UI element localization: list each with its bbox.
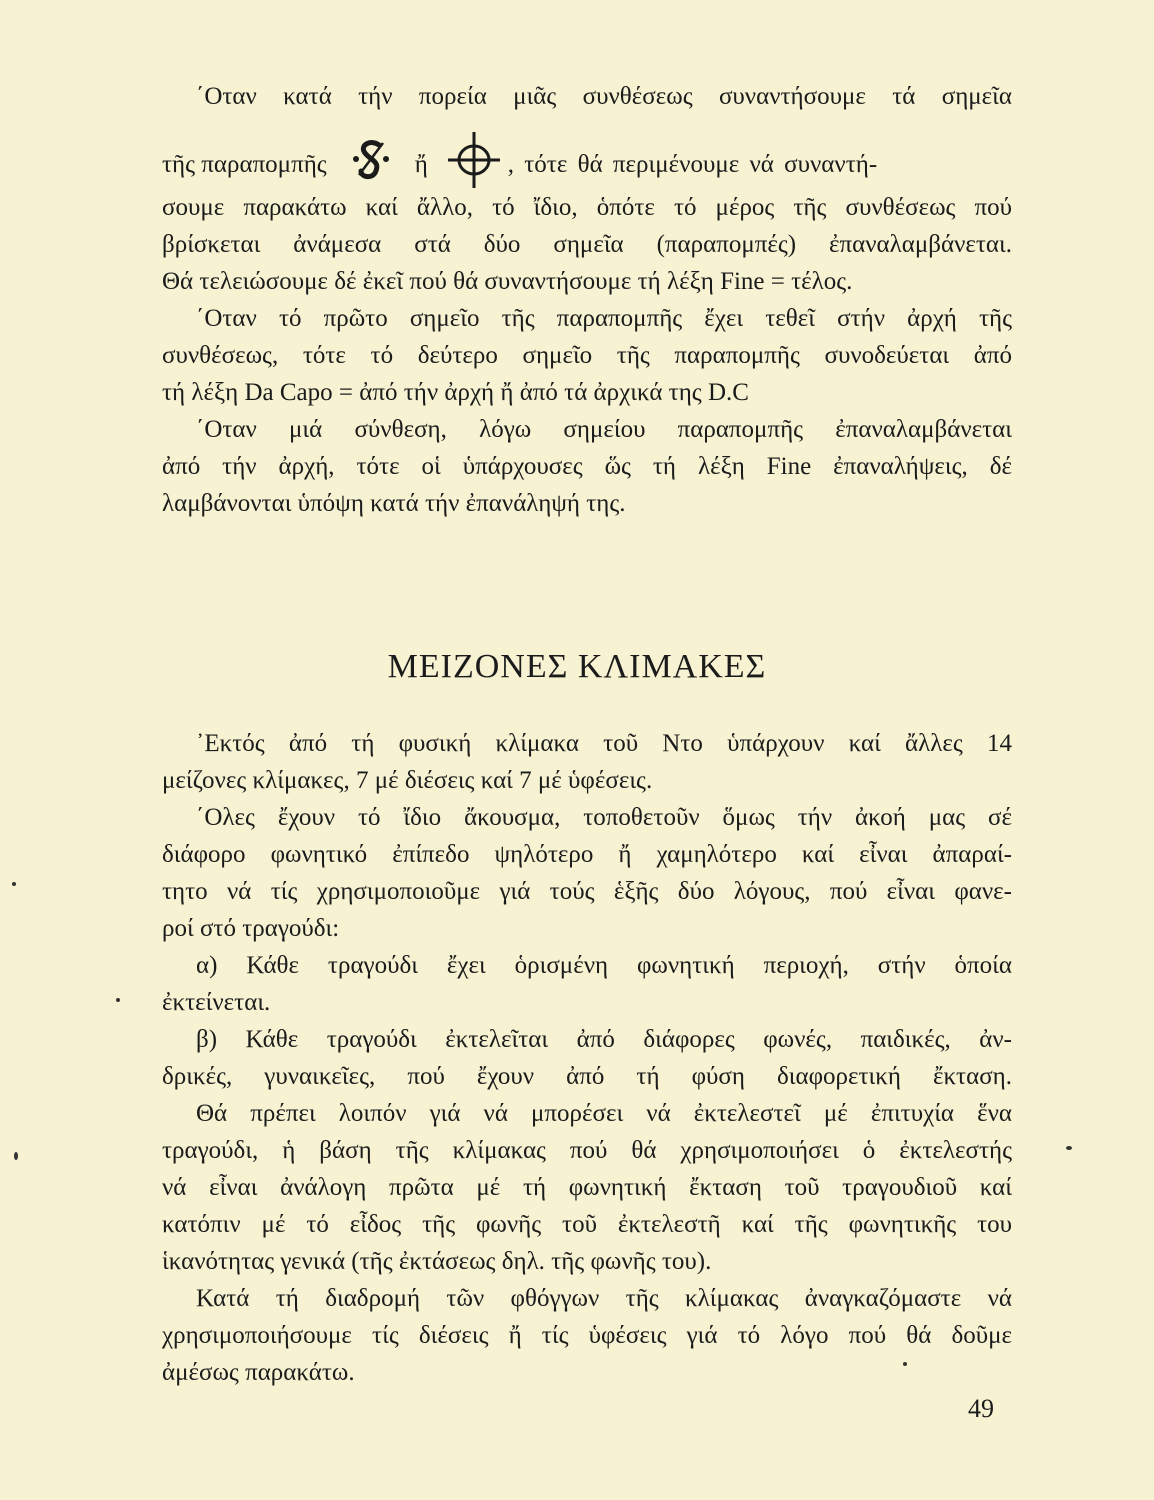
text-line: ΄Ολες ἔχουν τό ἴδιο ἄκουσμα, τοποθετοῦν ὅμως τήν ἀκοή μας σέ [196, 804, 1012, 831]
text-line: ροί στό τραγούδι: [162, 915, 340, 942]
text-line: Θά τελειώσουμε δέ ἐκεῖ πού θά συναντήσουμε τή λέξη Fine = τέλος. [162, 268, 853, 295]
text-line: τητο νά τίς χρησιμοποιοῦμε γιά τούς ἑξῆς δύο λόγους, πού εἶναι φανε- [162, 878, 1012, 905]
text-segment: , τότε θά περιμένουμε νά συναντή- [507, 151, 878, 178]
print-speck [12, 882, 16, 886]
text-line: συνθέσεως, τότε τό δεύτερο σημεῖο τῆς παραπομπῆς συνοδεύεται ἀπό [162, 342, 1012, 369]
text-line: διάφορο φωνητικό ἐπίπεδο ψηλότερο ἤ χαμηλότερο καί εἶναι ἀπαραί- [162, 841, 1012, 868]
text-line: β) Κάθε τραγούδι ἐκτελεῖται ἀπό διάφορες φωνές, παιδικές, ἀν- [196, 1026, 1012, 1053]
text-line: τραγούδι, ἡ βάση τῆς κλίμακας πού θά χρησιμοποιήσει ὁ ἐκτελεστής [162, 1137, 1012, 1164]
text-line: σουμε παρακάτω καί ἄλλο, τό ἴδιο, ὁπότε τό μέρος τῆς συνθέσεως πού [162, 194, 1012, 221]
coda-icon [446, 130, 502, 200]
print-speck [903, 1362, 907, 1366]
print-speck [116, 998, 120, 1002]
text-line: ΄Οταν τό πρῶτο σημεῖο τῆς παραπομπῆς ἔχει τεθεῖ στήν ἀρχή τῆς [196, 305, 1012, 332]
text-segment: ἤ [414, 151, 428, 178]
text-line: τή λέξη Da Capo = ἀπό τήν ἀρχή ἤ ἀπό τά ἀρχικά της D.C [162, 379, 749, 406]
text-line: κατόπιν μέ τό εἶδος τῆς φωνῆς τοῦ ἐκτελεστῆ καί τῆς φωνητικῆς του [162, 1211, 1012, 1238]
text-line: χρησιμοποιήσουμε τίς διέσεις ἤ τίς ὑφέσεις γιά τό λόγο πού θά δοῦμε [162, 1322, 1012, 1349]
text-segment: τῆς παραπομπῆς [162, 151, 327, 178]
text-line: α) Κάθε τραγούδι ἔχει ὁρισμένη φωνητική περιοχή, στήν ὁποία [196, 952, 1012, 979]
text-line: ἀμέσως παρακάτω. [162, 1359, 355, 1386]
text-line: μείζονες κλίμακες, 7 μέ διέσεις καί 7 μέ ὑφέσεις. [162, 767, 653, 794]
text-line: νά εἶναι ἀνάλογη πρῶτα μέ τή φωνητική ἔκταση τοῦ τραγουδιοῦ καί [162, 1174, 1012, 1201]
page-number: 49 [968, 1394, 994, 1423]
text-line: ΄Οταν κατά τήν πορεία μιᾶς συνθέσεως συναντήσουμε τά σημεῖα [196, 83, 1012, 110]
text-line: Θά πρέπει λοιπόν γιά νά μπορέσει νά ἐκτελεστεῖ μέ ἐπιτυχία ἕνα [196, 1100, 1012, 1127]
text-line: βρίσκεται ἀνάμεσα στά δύο σημεῖα (παραπομπές) ἐπαναλαμβάνεται. [162, 231, 1012, 258]
text-line: ᾿Εκτός ἀπό τή φυσική κλίμακα τοῦ Ντο ὑπάρχουν καί ἄλλες 14 [196, 730, 1012, 757]
text-line: ἱκανότητας γενικά (τῆς ἐκτάσεως δηλ. τῆς φωνῆς του). [162, 1248, 712, 1275]
text-line: λαμβάνονται ὑπόψη κατά τήν ἐπανάληψή της. [162, 490, 626, 517]
text-line: ἐκτείνεται. [162, 989, 271, 1016]
text-line: ἀπό τήν ἀρχή, τότε οἱ ὑπάρχουσες ὥς τή λέξη Fine ἐπαναλήψεις, δέ [162, 453, 1012, 480]
print-speck [14, 1152, 18, 1160]
text-line: δρικές, γυναικεῖες, πού ἔχουν ἀπό τή φύση διαφορετική ἔκταση. [162, 1063, 1012, 1090]
text-line: ΄Οταν μιά σύνθεση, λόγω σημείου παραπομπῆς ἐπαναλαμβάνεται [196, 416, 1012, 443]
print-speck [1066, 1146, 1072, 1150]
symbol-line [162, 130, 1012, 200]
text-line: Κατά τή διαδρομή τῶν φθόγγων τῆς κλίμακας ἀναγκαζόμαστε νά [196, 1285, 1012, 1312]
section-heading: ΜΕΙΖΟΝΕΣ ΚΛΙΜΑΚΕΣ [387, 648, 767, 685]
segno-icon [349, 137, 393, 193]
